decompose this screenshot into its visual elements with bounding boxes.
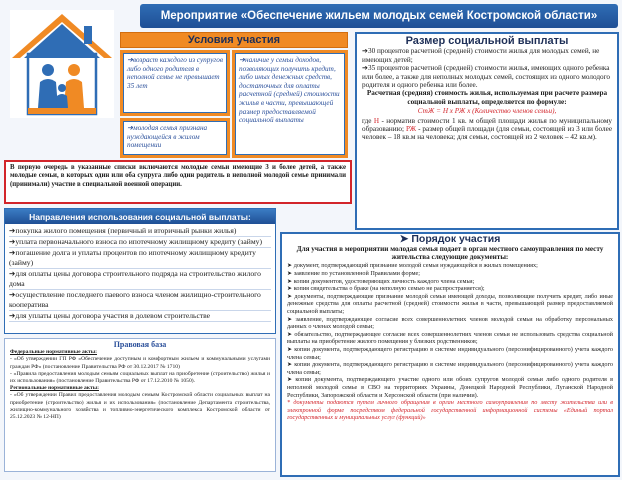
list-item: ➔уплата первоначального взноса по ипотечному жилищному кредиту (займу) — [9, 237, 271, 248]
legal-title: Правовая база — [113, 340, 167, 349]
condition-age: ➔возраст каждого из супругов либо одного родителя в неполной семье не превышает 35 лет — [120, 50, 230, 116]
directions-panel — [4, 208, 276, 334]
federal-heading: Федеральные нормативные акты: — [10, 349, 97, 356]
calc-heading: Расчетная (средняя) стоимость жилья, используемая при расчете размера социальной выплаты, определяется по формуле: — [366, 89, 608, 106]
list-item: ➤ копии документа, подтверждающего регистрацию в системе индивидуального (персонифицированного) учета каждого члена семьи; — [287, 345, 613, 361]
list-item: ➤ копия свидетельства о браке (на неполную семью не распространяется); — [287, 285, 485, 293]
list-item: ➤ заявление, подтверждающее согласие всех совершеннолетних членов молодой семьи на обработку персональных данных о членах молодой семьи; — [287, 315, 613, 331]
list-item: ➤ заявление по установленной Правилами форме; — [287, 270, 420, 277]
list-item: - «Об утверждении Правил предоставления молодым семьям Костромской области социальных выплат на приобретение (строительство) жилья и их использования» (постановление Департамента строительства, жилищно-коммунального хозяйства и топливно-энергетического комплекса Костромской области от 25.12.2023 № 12-НП) — [10, 392, 270, 421]
payment-size-panel — [355, 32, 619, 230]
legal-basis-panel — [4, 338, 276, 472]
list-item: ➤ копии документа, подтверждающего участие одного или обоих супругов молодой семьи либо одного родителя в неполной молодой семье в СВО на территориях Украины, Донецкой Народной Республики, Луганской Народной Республики, Запорожской области и Херсонской области (при наличии). — [287, 376, 613, 399]
payment-size-point-2: ➔35 процентов расчетной (средней) стоимости жилья, имеющих одного ребенка или более, а также для неполных молодых семей, состоящих из одного молодого родителя и одного ребенка или более. — [362, 64, 610, 90]
first-priority-note: В первую очередь в указанные списки включаются молодые семьи имеющие 3 и более детей, а также молодые семьи, в которых один или оба супруга либо один родитель в неполной молодой семье принимали (принимали) участие в специальной военной операции. — [4, 160, 352, 204]
list-item: ➤ копии документов, удостоверяющих личность каждого члена семьи; — [287, 277, 475, 285]
list-item: ➔погашение долга и уплаты процентов по ипотечному жилищному кредиту (займу) — [9, 248, 271, 269]
order-subtitle: Для участия в мероприятии молодая семья подает в орган местного самоуправления по месту жительства следующие документы: — [296, 244, 604, 261]
order-footnote: * документы подаются путем личного обращения в орган местного самоуправления по месту жительства или в электронной форме посредством федеральной государственной информационной системы «Единый портал государственных и муниципальных услуг (функций)» — [287, 399, 613, 422]
list-item: ➔для уплаты цены договора участия в долевом строительстве — [9, 311, 271, 322]
list-item: ➤ документ, подтверждающий признание молодой семьи нуждающейся в жилых помещениях; — [287, 262, 538, 270]
order-title: ➤ Порядок участия — [399, 233, 501, 245]
list-item: ➤ обязательство, подтверждающее согласие всех совершеннолетних членов семьи не использовать средства социальной выплаты на приобретение жилого помещения у близких родственников; — [287, 330, 613, 346]
list-item: ➔осуществление последнего паевого взноса членом жилищно-строительного кооператива — [9, 290, 271, 311]
list-item: - «Об утверждении ГП РФ «Обеспечение доступным и комфортным жильем и коммунальными услугами граждан РФ» (постановление Правительства РФ от 30.12.2017 № 1710) — [10, 356, 270, 370]
formula-explanation: где Н - норматив стоимости 1 кв. м общей площади жилья по муниципальному образованию; РЖ - размер общей площади (для семьи, состоящей из 3 или более человек – 18 кв.м на человека; для семьи, состоящей из 2 человек – 42 кв.м). — [362, 116, 613, 142]
house-family-icon — [6, 4, 118, 120]
list-item: ➤ документы, подтверждающие признание молодой семьи имеющей доходы, позволяющие получить кредит, либо иные денежные средства для оплаты расчетной (средней) стоимости жилья в части, превышающей размер предоставляемой социальной выплаты; — [287, 292, 613, 315]
condition-income: ➔наличие у семьи доходов, позволяющих получить кредит, либо иных денежных средств, достаточных для оплаты расчетной (средней) стоимости жилья в части, превышающей размер предоставляемой социальной выплаты — [232, 50, 348, 158]
list-item: ➤ копии документа, подтверждающего регистрацию в системе индивидуального (персонифицированного) учета каждого члена семьи; — [287, 361, 613, 376]
conditions-heading: Условия участия — [120, 32, 348, 48]
list-item: - «Правила предоставления молодым семьям социальных выплат на приобретение (строительство) жилья и их использования» (постановление Правительства РФ от 17.12.2010 № 1050). — [10, 370, 270, 385]
payment-size-title: Размер социальной выплаты — [405, 35, 569, 47]
list-item: ➔для оплаты цены договора строительного подряда на строительство жилого дома — [9, 269, 271, 290]
page-title: Мероприятие «Обеспечение жильем молодых семей Костромской области» — [140, 4, 618, 28]
directions-title: Направления использования социальной выплаты: — [5, 209, 275, 224]
formula: СтЖ = Н х РЖ х (Количество членов семьи), — [417, 107, 557, 116]
list-item: ➔покупка жилого помещения (первичный и вторичный рынки жилья) — [9, 226, 271, 237]
payment-size-point-1: ➔30 процентов расчетной (средней) стоимости жилья для молодых семей, не имеющих детей; — [362, 47, 600, 64]
order-panel — [280, 232, 620, 477]
condition-need: ➔молодая семья признана нуждающейся в жилом помещении — [120, 118, 230, 158]
regional-heading: Региональные нормативные акты: — [10, 385, 99, 392]
